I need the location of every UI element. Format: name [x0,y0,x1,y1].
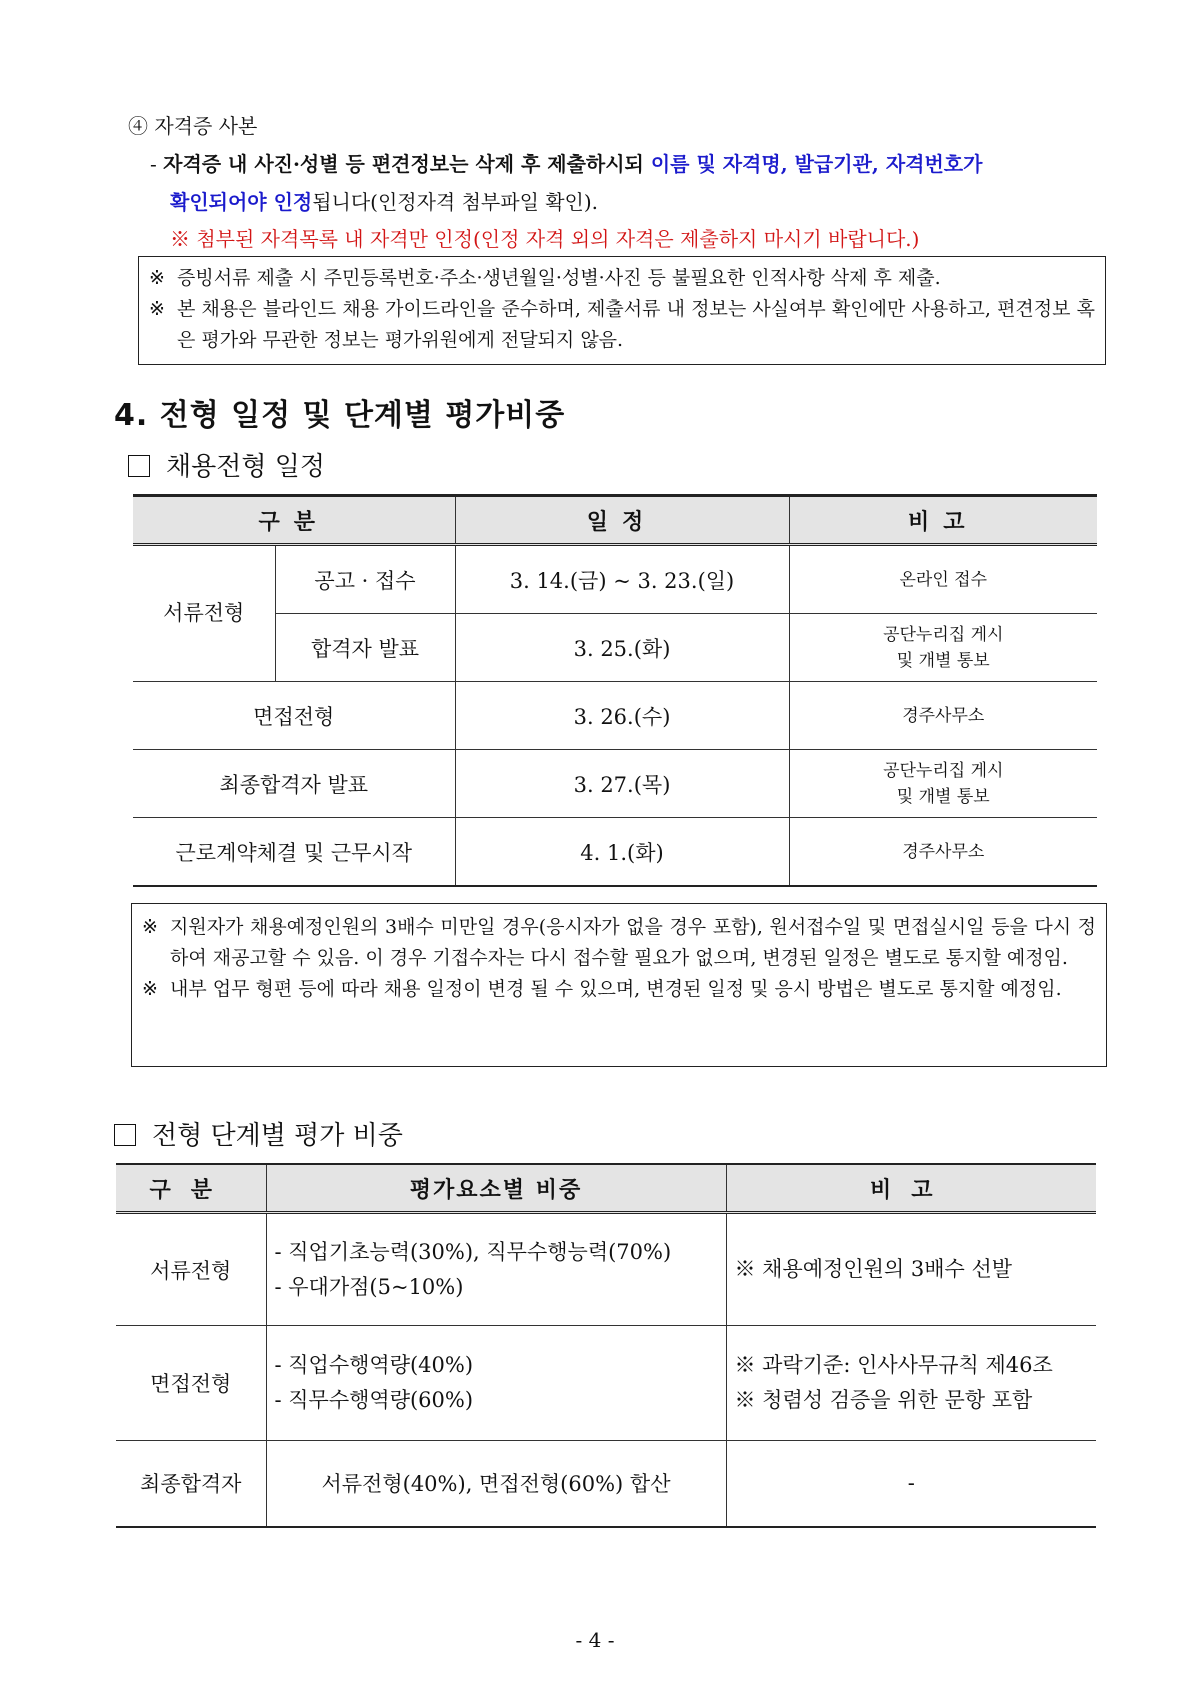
stage-date: 3. 14.(금) ~ 3. 23.(일) [455,545,789,614]
stage-note [789,750,1097,818]
weight-item: - 직업수행역량(40%) [274,1353,474,1377]
weight-items [266,1441,726,1527]
weight-item: - 직무수행역량(60%) [274,1388,474,1412]
certificate-line-1 [150,148,982,177]
sub-stage: 합격자 발표 [275,614,455,682]
table-row [116,1213,1096,1326]
certificate-line-2 [170,186,598,215]
table-row [133,614,1097,682]
certificate-rest-text: 됩니다(인정자격 첨부파일 확인). [312,190,599,214]
weight-item: 서류전형(40%), 면접전형(60%) 합산 [321,1472,671,1497]
stage-note [789,682,1097,750]
checkbox-square-icon [128,455,150,477]
reference-mark: ※ [142,916,158,938]
table-row [116,1441,1096,1527]
note-line: 경주사무소 [902,841,985,862]
certificate-title: ④ 자격증 사본 [128,114,258,138]
note-line: 및 개별 통보 [896,786,990,807]
note-line: - [907,1471,915,1496]
table-row [133,818,1097,887]
stage-label: 면접전형 [133,682,455,750]
note-line: ※ 청렴성 검증을 위한 문항 포함 [734,1388,1033,1412]
checkbox-square-icon [114,1124,136,1146]
note-line: 및 개별 통보 [896,650,990,671]
stage-note [789,545,1097,614]
table-row [133,750,1097,818]
stage-label: 근로계약체결 및 근무시작 [133,818,455,887]
evaluation-heading-text: 전형 단계별 평가 비중 [152,1121,403,1151]
notice-item [142,912,1096,974]
notice-text: 지원자가 채용예정인원의 3배수 미만일 경우(응시자가 없을 경우 포함), 원서접수일 및 면접실시일 등을 다시 정하여 재공고할 수 있음. 이 경우 기접수자는 다시 접수할 필요가 없으며, 변경된 일정은 별도로 통지할 예정임. [170,916,1096,969]
stage-note [789,614,1097,682]
notice-text: 증빙서류 제출 시 주민등록번호·주소·생년월일·성별·사진 등 불필요한 인적사항 삭제 후 제출. [177,267,941,289]
stage-date: 3. 26.(수) [455,682,789,750]
schedule-heading-text: 채용전형 일정 [166,452,325,482]
schedule-heading [128,446,325,483]
table-row [133,545,1097,614]
notice-text: 본 채용은 블라인드 채용 가이드라인을 준수하며, 제출서류 내 정보는 사실여부 확인에만 사용하고, 편견정보 혹은 평가와 무관한 정보는 평가위원에게 전달되지 않음. [177,298,1095,351]
stage-label: 최종합격자 발표 [133,750,455,818]
header-schedule: 일정 [455,496,789,545]
note-line: ※ 과락기준: 인사사무규칙 제46조 [734,1353,1053,1377]
stage-note [726,1213,1096,1326]
note-line: 온라인 접수 [899,569,987,590]
stage-note [789,818,1097,887]
table-row [116,1326,1096,1441]
table-row [133,682,1097,750]
stage-note [726,1441,1096,1527]
weight-item: - 직업기초능력(30%), 직무수행능력(70%) [274,1239,672,1264]
dash: - [150,152,164,176]
header-note: 비고 [726,1164,1096,1213]
notice-item [142,974,1096,1005]
note-line: 경주사무소 [902,705,985,726]
weight-items [266,1213,726,1326]
header-category: 구분 [133,496,455,545]
certificate-blue-text-2: 확인되어야 인정 [170,190,313,214]
schedule-table [133,494,1097,887]
evaluation-heading [114,1115,403,1152]
table-header-row [133,496,1097,545]
notice-item [149,263,1095,294]
weight-items [266,1326,726,1441]
group-label: 서류전형 [133,545,275,682]
note-line: 공단누리집 게시 [883,624,1004,645]
evaluation-table [116,1163,1096,1528]
stage-label: 최종합격자 [116,1441,266,1527]
header-category: 구분 [116,1164,266,1213]
stage-label: 면접전형 [116,1326,266,1441]
notice-item [149,294,1095,356]
certificate-blue-text: 이름 및 자격명, 발급기관, 자격번호가 [650,152,983,176]
header-note: 비고 [789,496,1097,545]
stage-date: 3. 27.(목) [455,750,789,818]
certificate-bold-text: 자격증 내 사진·성별 등 편견정보는 삭제 후 제출하시되 [163,152,651,176]
header-weight: 평가요소별 비중 [266,1164,726,1213]
weight-item: - 우대가점(5~10%) [274,1274,464,1299]
reference-mark: ※ [149,298,165,320]
notice-text: 내부 업무 형편 등에 따라 채용 일정이 변경 될 수 있으며, 변경된 일정 및 응시 방법은 별도로 통지할 예정임. [170,978,1062,1000]
note-line: 공단누리집 게시 [883,760,1004,781]
stage-date: 3. 25.(화) [455,614,789,682]
reference-mark: ※ [149,267,165,289]
stage-date: 4. 1.(화) [455,818,789,887]
page-number: - 4 - [575,1628,615,1652]
notice-box-schedule [131,903,1107,1067]
reference-mark: ※ [142,978,158,1000]
note-line: ※ 채용예정인원의 3배수 선발 [734,1257,1013,1281]
sub-stage: 공고 · 접수 [275,545,455,614]
section-heading: 4. 전형 일정 및 단계별 평가비중 [114,398,566,433]
notice-box-documents [138,256,1106,365]
table-header-row [116,1164,1096,1213]
stage-label: 서류전형 [116,1213,266,1326]
certificate-red-note: ※ 첨부된 자격목록 내 자격만 인정(인정 자격 외의 자격은 제출하지 마시기 바랍니다.) [170,227,920,251]
stage-note [726,1326,1096,1441]
